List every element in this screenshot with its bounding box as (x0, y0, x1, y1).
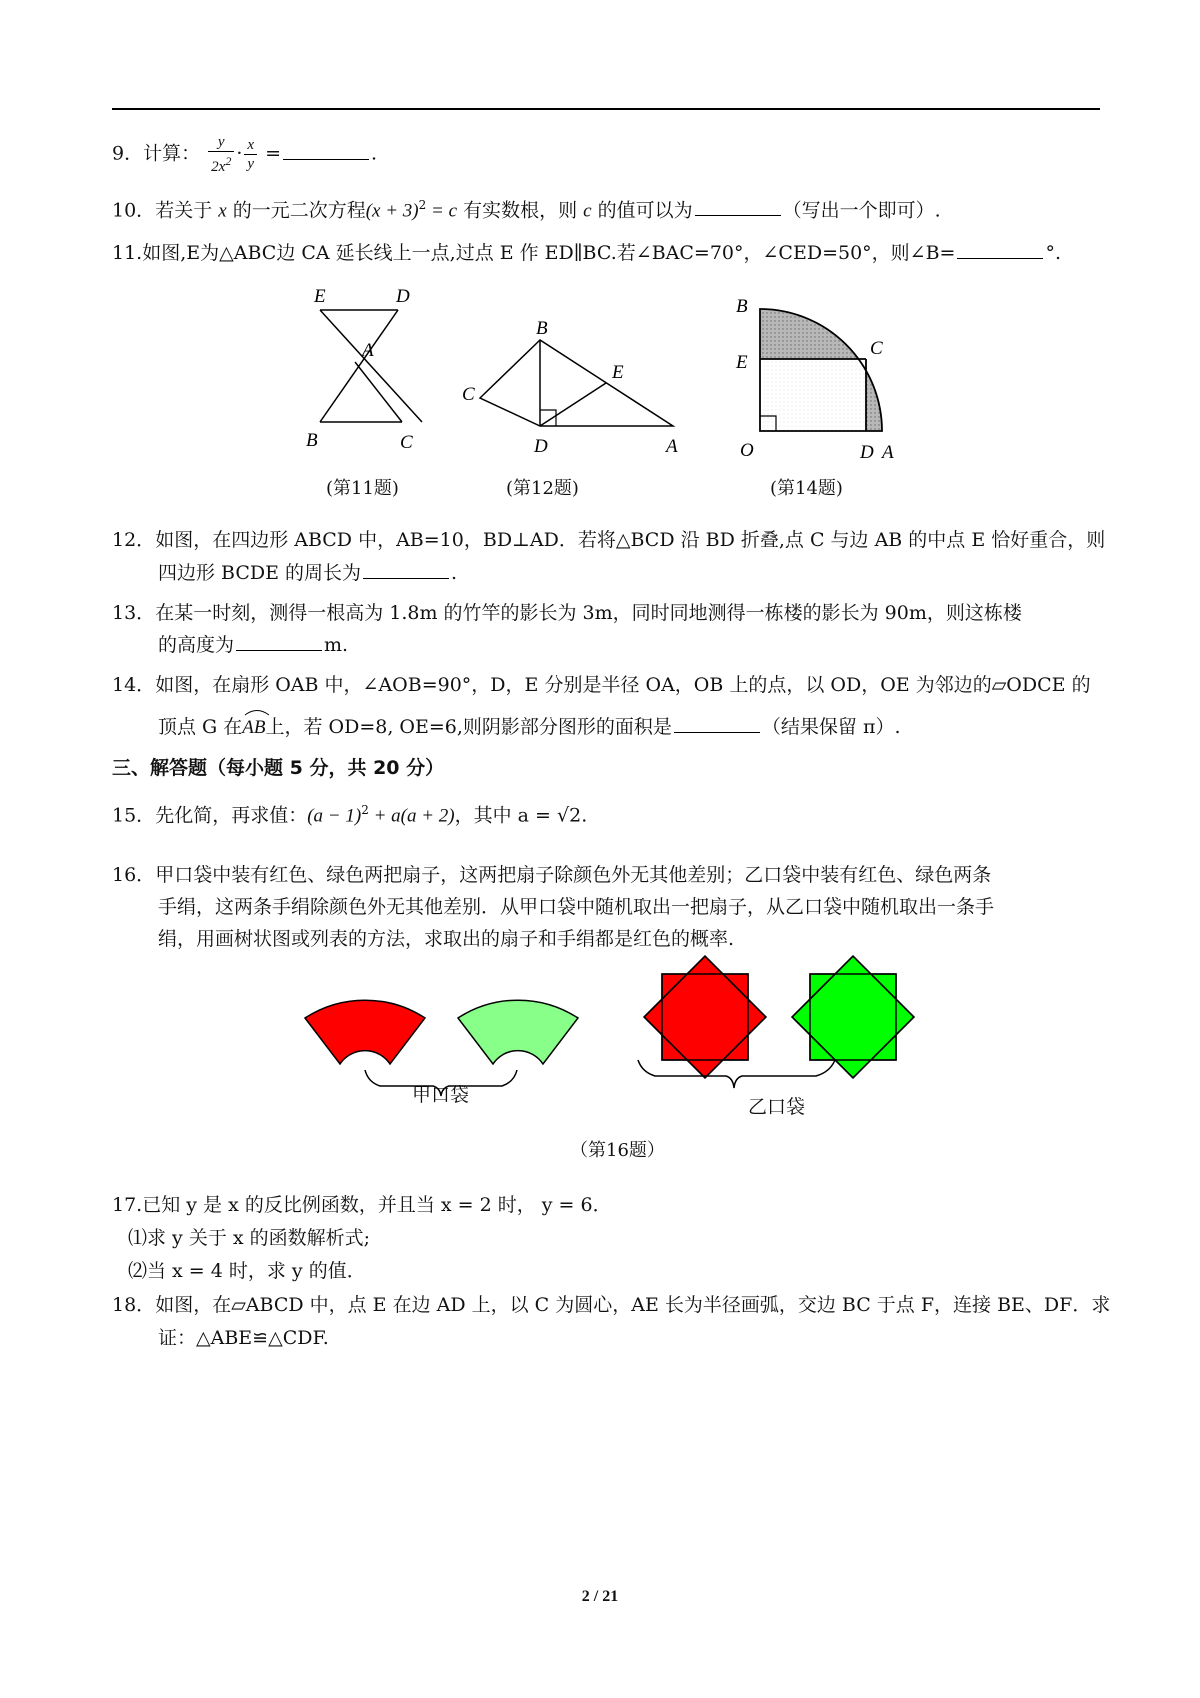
section-3-title: 三、解答题（每小题 5 分，共 20 分） (112, 757, 445, 779)
header-rule (112, 108, 1100, 110)
question-12-line1: 12．如图，在四边形 ABCD 中，AB=10，BD⊥AD．若将△BCD 沿 BD 折叠,点 C 与边 AB 的中点 E 恰好重合，则 (112, 529, 1106, 551)
bag1-label: 甲口袋 (412, 1084, 470, 1106)
green-fan-icon (458, 1000, 578, 1064)
answer-blank (674, 714, 760, 733)
answer-blank (957, 240, 1043, 259)
label-E: E (736, 352, 748, 373)
question-17-part2: ⑵当 x = 4 时，求 y 的值． (128, 1260, 366, 1282)
label-A: A (666, 436, 678, 457)
label-A: A (882, 442, 894, 463)
fraction-1: $\frac{y}{2x^2}$ (208, 133, 234, 176)
figure-11 (290, 286, 430, 460)
question-15: 15．先化简，再求值：$(a - 1)^2 + a(a + 2)$，其中 a = √2. (112, 803, 588, 827)
label-C: C (462, 384, 475, 405)
page-number: 2 / 21 (581, 1588, 619, 1605)
question-16-line1: 16．甲口袋中装有红色、绿色两把扇子，这两把扇子除颜色外无其他差别；乙口袋中装有红色、绿色两条 (112, 864, 992, 886)
red-handkerchief-icon (644, 956, 766, 1078)
fraction-2: $\frac{x}{y}$ (244, 136, 257, 173)
label-A: A (362, 340, 374, 361)
answer-blank (695, 197, 781, 216)
question-17-part1: ⑴求 y 关于 x 的函数解析式; (128, 1227, 371, 1249)
answer-blank (363, 560, 449, 579)
question-16-line3: 绢，用画树状图或列表的方法，求取出的扇子和手绢都是红色的概率. (158, 928, 735, 950)
question-18-line2: 证：△ABE≌△CDF. (158, 1327, 329, 1349)
question-9: 9．计算： $\frac{y}{2x^2}$ · $\frac{x}{y}$ = . (112, 134, 378, 175)
caption-fig14: (第14题) (770, 478, 843, 499)
brace-bag2 (638, 1060, 835, 1088)
question-13-line1: 13．在某一时刻，测得一根高为 1.8m 的竹竿的影长为 3m，同时同地测得一栋楼的影长为 90m，则这栋楼 (112, 602, 1022, 624)
label-B: B (736, 296, 748, 317)
label-D: D (396, 286, 410, 307)
figure-14 (722, 296, 922, 466)
label-B: B (536, 318, 548, 339)
green-handkerchief-icon (792, 956, 914, 1078)
label-C: C (870, 338, 883, 359)
question-14-line1: 14．如图，在扇形 OAB 中，∠AOB=90°，D，E 分别是半径 OA，OB 上的点，以 OD，OE 为邻边的▱ODCE 的 (112, 674, 1091, 696)
question-16-line2: 手绢，这两条手绢除颜色外无其他差别．从甲口袋中随机取出一把扇子，从乙口袋中随机取出一条手 (158, 896, 995, 918)
arc-AB: AB (242, 712, 265, 743)
question-12-line2: 四边形 BCDE 的周长为 . (158, 562, 458, 584)
question-18-line1: 18．如图，在▱ABCD 中，点 E 在边 AD 上，以 C 为圆心，AE 长为半径画弧，交边 BC 于点 F，连接 BE、DF．求 (112, 1294, 1111, 1316)
question-14-line2: 顶点 G 在 AB上，若 OD=8, OE=6,则阴影部分图形的面积是 （结果保留 π）. (158, 712, 901, 743)
label-D: D (534, 436, 548, 457)
question-17: 17.已知 y 是 x 的反比例函数，并且当 x = 2 时， y = 6． (112, 1194, 612, 1216)
question-13-line2: 的高度为 m. (158, 634, 349, 656)
figure-12 (458, 318, 698, 458)
question-11: 11.如图,E为△ABC边 CA 延长线上一点,过点 E 作 ED∥BC.若∠BAC=70°，∠CED=50°，则∠B= °. (112, 242, 1062, 264)
caption-fig16: （第16题） (570, 1140, 665, 1161)
label-E: E (612, 362, 624, 383)
bag2-label: 乙口袋 (748, 1096, 806, 1118)
label-C: C (400, 432, 413, 453)
label-E: E (314, 286, 326, 307)
answer-blank (236, 632, 322, 651)
red-fan-icon (305, 1000, 425, 1064)
label-D: D (860, 442, 874, 463)
figure-16 (290, 960, 930, 1110)
question-10: 10．若关于 x 的一元二次方程$(x + 3)^2 = c$ 有实数根，则 c 的值可以为 （写出一个即可）. (112, 198, 941, 222)
answer-blank (283, 141, 369, 160)
label-O: O (740, 440, 754, 461)
caption-fig12: (第12题) (506, 478, 579, 499)
label-B: B (306, 430, 318, 451)
caption-fig11: (第11题) (326, 478, 399, 499)
